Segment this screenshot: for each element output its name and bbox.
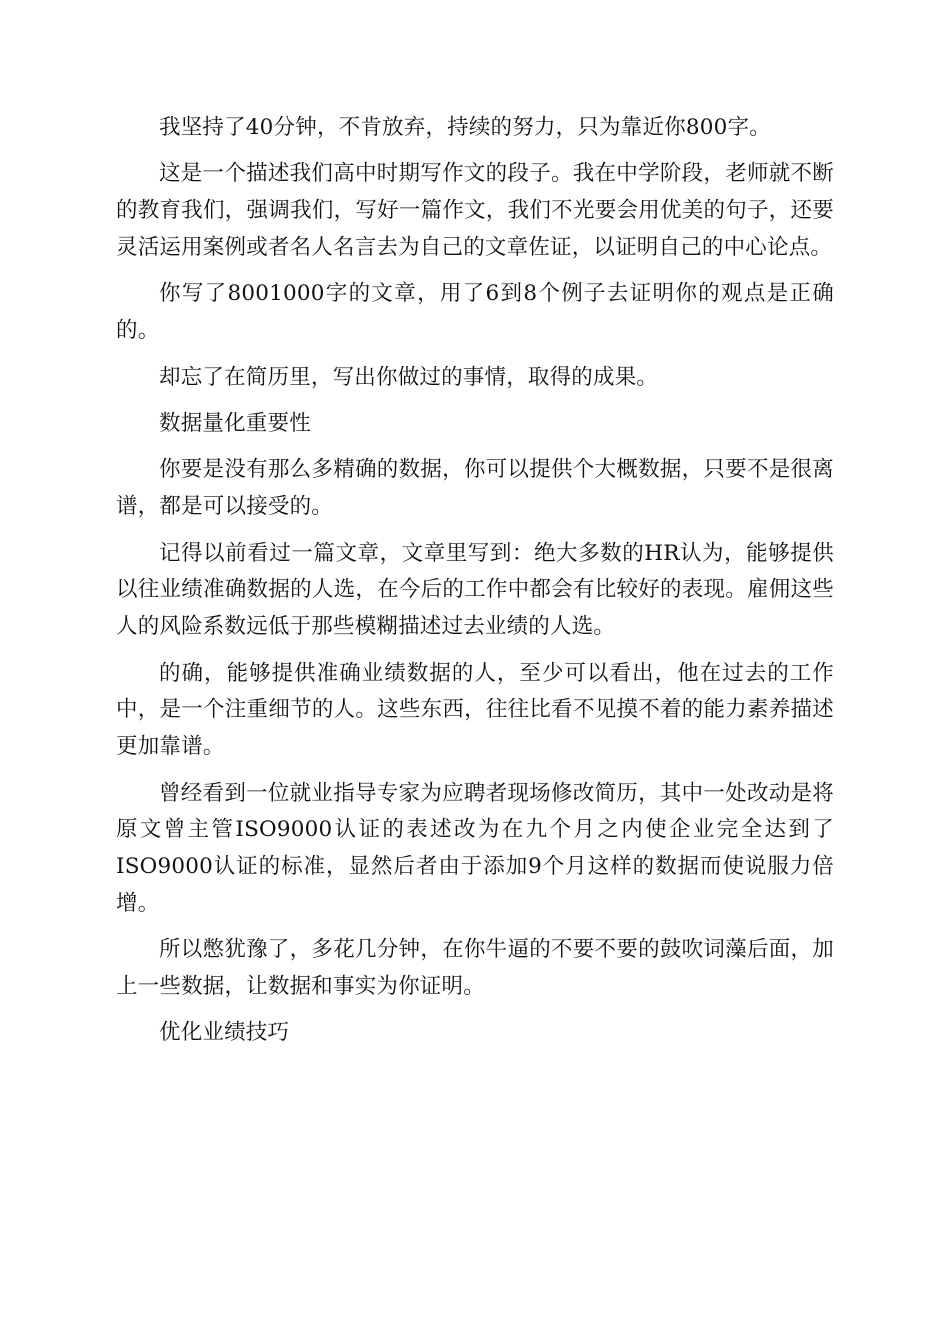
paragraph-iso-example: 曾经看到一位就业指导专家为应聘者现场修改简历，其中一处改动是将原文曾主管ISO9000认证的表述改为在九个月之内使企业完全达到了ISO9000认证的标准，显然后者由于添加9个月这样的数据而使说服力倍增。: [116, 780, 834, 916]
paragraph-resume-forgot: 却忘了在简历里，写出你做过的事情，取得的成果。: [159, 364, 659, 390]
paragraph-hr-opinion: 记得以前看过一篇文章，文章里写到：绝大多数的HR认为，能够提供以往业绩准确数据的人选，在今后的工作中都会有比较好的表现。雇佣这些人的风险系数远低于那些模糊描述过去业绩的人选。: [116, 540, 834, 640]
document-page: [116, 110, 834, 1062]
section-heading-optimize-tips: 优化业绩技巧: [159, 1020, 290, 1046]
section-heading-data-importance: 数据量化重要性: [159, 410, 311, 436]
paragraph-intro-quote: 我坚持了40分钟，不肯放弃，持续的努力，只为靠近你800字。: [159, 115, 771, 140]
paragraph-school-essay: 这是一个描述我们高中时期写作文的段子。我在中学阶段，老师就不断的教育我们，强调我们，写好一篇作文，我们不光要会用优美的句子，还要灵活运用案例或者名人名言去为自己的文章佐证，以证明自己的中心论点。: [116, 161, 834, 260]
paragraph-add-data: 所以憋犹豫了，多花几分钟，在你牛逼的不要不要的鼓吹词藻后面，加上一些数据，让数据和事实为你证明。: [116, 937, 834, 1000]
paragraph-essay-length: 你写了8001000字的文章，用了6到8个例子去证明你的观点是正确的。: [116, 281, 834, 344]
paragraph-detail-oriented: 的确，能够提供准确业绩数据的人，至少可以看出，他在过去的工作中，是一个注重细节的人。这些东西，往往比看不见摸不着的能力素养描述更加靠谱。: [116, 660, 834, 760]
paragraph-approximate-data: 你要是没有那么多精确的数据，你可以提供个大概数据，只要不是很离谱，都是可以接受的。: [116, 457, 834, 520]
